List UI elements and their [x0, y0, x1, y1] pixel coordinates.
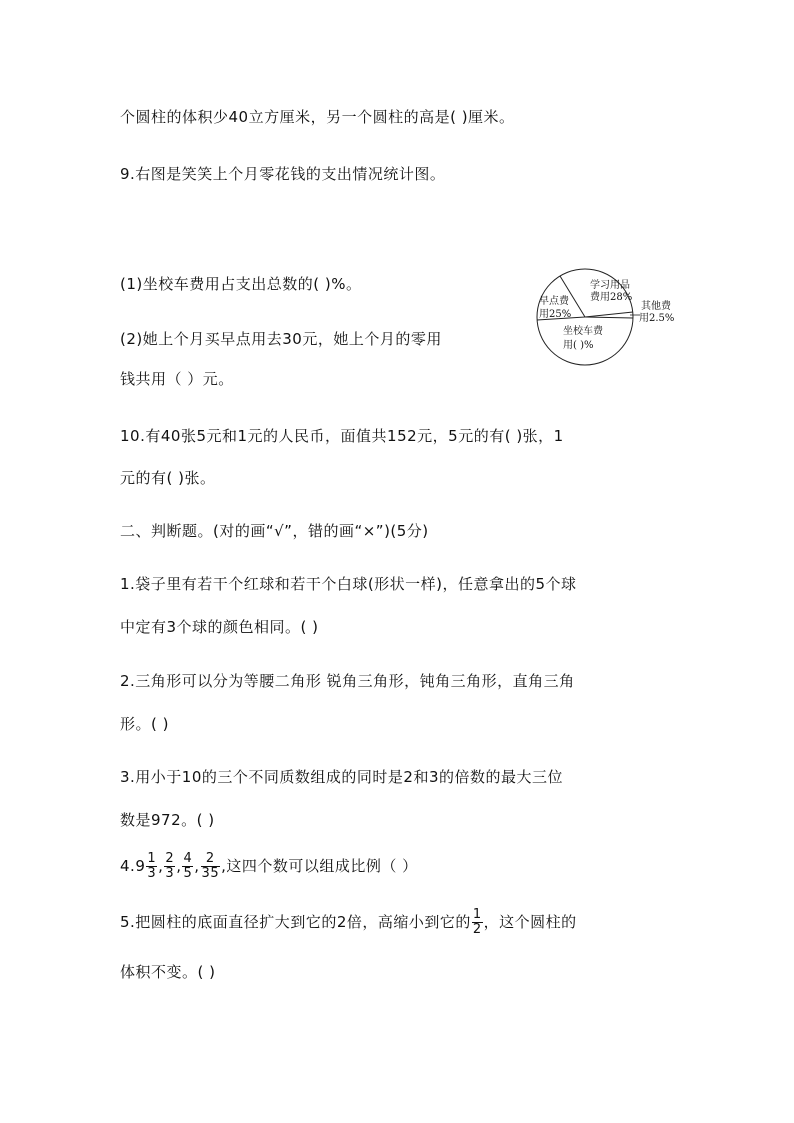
pie-label-breakfast: 早点费: [539, 296, 569, 307]
pie-label-bus: 坐校车费: [563, 326, 603, 337]
judge-2-cont: 形。( ): [120, 715, 169, 733]
pie-label-other-pct: 用2.5%: [639, 313, 675, 324]
judge-1-cont: 中定有3个球的颜色相同。( ): [120, 618, 319, 636]
judge-4-suffix: ,这四个数可以组成比例（ ）: [221, 857, 418, 875]
judge-5-suffix: ，这个圆柱的: [483, 913, 577, 931]
pie-divider-3: [585, 317, 633, 318]
fraction-3: $\frac{4}{5}$: [183, 851, 193, 881]
judge-4-prefix: 4.: [120, 857, 136, 875]
pie-label-bus-pct: 用( )%: [563, 340, 594, 351]
judge-3-cont: 数是972。( ): [120, 811, 215, 829]
pie-label-study-pct: 费用28%: [590, 292, 633, 303]
fraction-4: $\frac{2}{35}$: [201, 851, 220, 881]
pie-divider-2: [585, 312, 633, 317]
pie-label-study: 学习用品: [590, 280, 630, 291]
fraction-1-whole: 9: [135, 857, 146, 875]
judge-5-cont: 体积不变。( ): [120, 963, 216, 981]
judge-5-prefix: 5.把圆柱的底面直径扩大到它的2倍，高缩小到它的: [120, 913, 471, 931]
fraction-2: $\frac{2}{3}$: [165, 851, 175, 881]
fraction-1: $\frac{1}{3}$: [147, 851, 157, 881]
question-9-part-1: (1)坐校车费用占支出总数的( )%。: [120, 275, 362, 293]
question-9-title: 9.右图是笑笑上个月零花钱的支出情况统计图。: [120, 165, 446, 183]
question-10-cont: 元的有( )张。: [120, 469, 216, 487]
question-9-part-2-cont: 钱共用（ ）元。: [120, 370, 234, 388]
question-9-part-2: (2)她上个月买早点用去30元，她上个月的零用: [120, 330, 442, 348]
judge-1: 1.袋子里有若干个红球和若干个白球(形状一样)，任意拿出的5个球: [120, 575, 577, 593]
question-8-continuation: 个圆柱的体积少40立方厘米，另一个圆柱的高是( )厘米。: [120, 108, 515, 126]
section-2-heading: 二、判断题。(对的画“√”，错的画“×”)(5分): [120, 522, 429, 540]
question-10: 10.有40张5元和1元的人民币，面值共152元，5元的有( )张，1: [120, 427, 564, 445]
pie-label-breakfast-pct: 用25%: [539, 309, 572, 320]
spending-pie-chart: [530, 262, 690, 372]
fraction-5: $\frac{1}{2}$: [472, 907, 482, 937]
judge-5: [120, 908, 577, 937]
pie-label-other: 其他费: [641, 301, 671, 312]
judge-4: 4.9 $\frac{1}{3}$ , $\frac{2}{3}$ , $\frac{4}{5}$ , $\frac{2}{35}$ ,这四个数可以组成比例（ ）: [120, 851, 418, 881]
judge-3: 3.用小于10的三个不同质数组成的同时是2和3的倍数的最大三位: [120, 768, 563, 786]
judge-2: 2.三角形可以分为等腰二角形 锐角三角形，钝角三角形，直角三角: [120, 672, 575, 690]
